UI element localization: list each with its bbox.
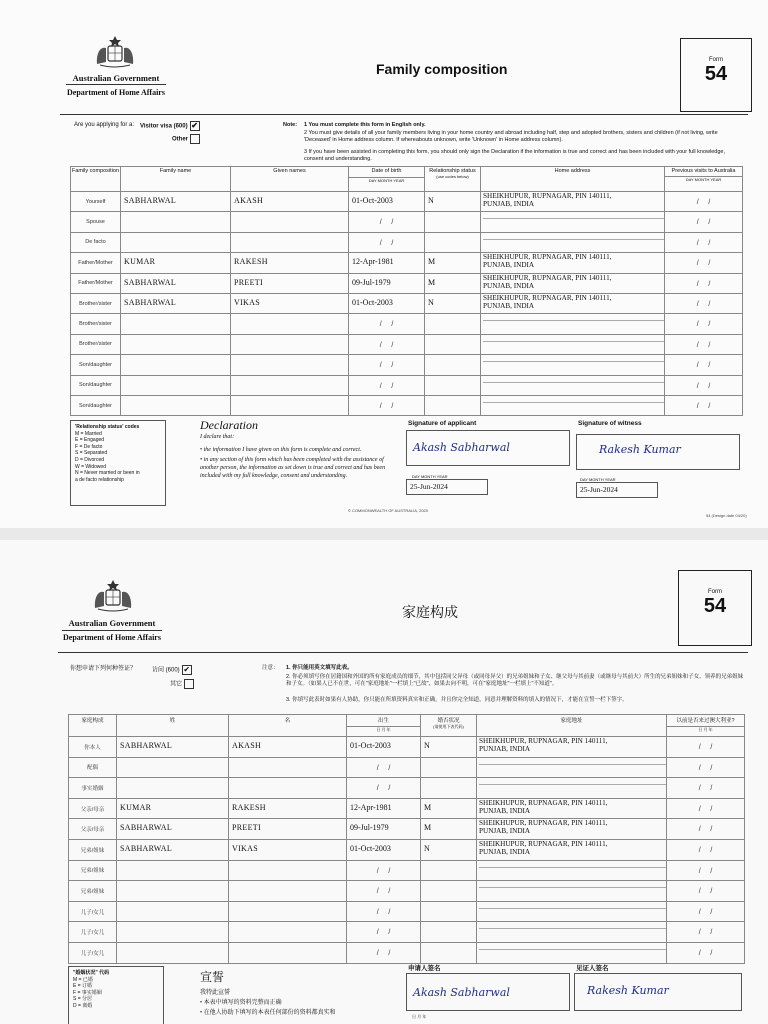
visa-option-other[interactable]: 其它 (170, 679, 194, 689)
previous-visits-cell[interactable]: / / (665, 293, 743, 313)
form-design-code: 54 (Design date 04/20) (706, 513, 747, 518)
note-3: 3. 你填写此表时如果有人协助，你只能在所填资料真实和正确，并且你完全知道，同意并理解资料的填入的情况下，才能在宣誓一栏下签字。 (286, 697, 628, 703)
date-of-birth-cell[interactable]: / / (347, 881, 421, 902)
form-number: 54 (703, 595, 727, 617)
relationship-codes-box (68, 966, 164, 1024)
row-category: Brother/sister (71, 334, 121, 354)
form-page-english: Australian Government Department of Home Affairs Family composition Form 54 Are you applying for a: Visitor visa (600) ✔ Other Note: 1 You must complete this form in English only. 2 You must give details of all your family members living in your home country and abroad including half, step and adopted brothers, sisters and children (if not living, write 'Deceased' in Home address column. If whereabouts unknown, write 'Unknown' in Home address column). 3 If you have been assisted in completing this form, you should only sign the Declaration if the information is true and correct and has been included with your full knowledge, consent and understanding. Family composition Family name Given names Date of birth DAY MONTH YEAR Relationship status (use codes below) Home address Previous visits to Australia DAY MONTH YEAR Yourself SABHARWAL AKASH 01-Oct-2003 N SHEIKHUPUR, RUPNAGAR, PIN 140111, PUNJAB, INDIA / / Spouse / / / / De facto / / / / Father/Mother KUMAR RAKESH 12-Apr-1981 M SHEIKHUPUR, RUPNAGAR, PIN 140111, PUNJAB, INDIA / / Father/Mother SABHARWAL PREETI 09-Jul-1979 M SHEIKHUPUR, RUPNAGAR, PIN 140111, PUNJAB, INDIA / / Brother/sister SABHARWAL VIKAS 01-Oct-2003 N SHEIKHUPUR, RUPNAGAR, PIN 140111, PUNJAB, INDIA / / Brother/sister / / / / Brother/sister / / / / Son/daughter / / / / Son/daughter / / / / Son/daughter / / / / 'Relationship status' codes M = Married E = Engaged F = De facto S = Separated D = Divorced W = Widowed N = Never married or been in a de facto relationship Declaration I declare that: • the information I have given on this form is complete and correct. • in any section of this form which has been completed with the assistance of another person, the information as set down is true and correct and has been included with my full knowledge, consent and understanding. Signature of applicant Akash Sabharwal DAY MONTH YEAR 25-Jun-2024 Signature of witness Rakesh Kumar DAY MONTH YEAR 25-Jun-2024 © COMMONWEALTH OF AUSTRALIA, 2020 54 (Design date 04/20) (0, 0, 768, 528)
home-address-cell[interactable] (481, 355, 665, 375)
relationship-cell[interactable] (421, 881, 477, 902)
row-category: 配偶 (69, 757, 117, 778)
given-names-cell[interactable] (231, 375, 349, 395)
col-previous-visits: 以前是否来过澳大利亚? 日 月 年 (667, 715, 745, 737)
given-names-cell[interactable]: VIKAS (229, 839, 347, 860)
previous-visits-cell[interactable]: / / (667, 860, 745, 881)
date-of-birth-cell[interactable]: / / (349, 355, 425, 375)
family-name-cell[interactable]: SABHARWAL (117, 819, 229, 840)
witness-signature-label: Signature of witness (578, 420, 642, 427)
previous-visits-cell[interactable]: / / (665, 273, 743, 293)
col-composition: Family composition (71, 167, 121, 192)
relationship-cell[interactable]: N (425, 293, 481, 313)
home-address-cell[interactable] (477, 881, 667, 902)
code-item: D = 离婚 (73, 1002, 93, 1009)
table-row (69, 819, 745, 840)
table-row (69, 778, 745, 799)
family-name-cell[interactable]: SABHARWAL (117, 839, 229, 860)
given-names-cell[interactable]: AKASH (231, 192, 349, 212)
home-address-cell[interactable] (477, 778, 667, 799)
checkbox-checked-icon: ✔ (191, 121, 198, 130)
previous-visits-cell[interactable]: / / (665, 395, 743, 415)
row-category: 兄弟/姐妹 (69, 881, 117, 902)
date-of-birth-cell[interactable]: / / (349, 212, 425, 232)
relationship-cell[interactable]: N (425, 192, 481, 212)
note-3: 3 If you have been assisted in completing this form, you should only sign the Declaration if the information is true and correct and has been included with your full knowledge, consent and understanding. (304, 149, 725, 162)
given-names-cell[interactable]: PREETI (231, 273, 349, 293)
relationship-cell[interactable] (421, 757, 477, 778)
family-name-cell[interactable] (117, 922, 229, 943)
table-row (69, 860, 745, 881)
apply-question: 你想申请下列何种签证？ (70, 666, 137, 672)
applicant-signature-label: Signature of applicant (408, 420, 477, 427)
home-address-cell[interactable] (477, 901, 667, 922)
col-previous-visits: Previous visits to Australia DAY MONTH YEAR (665, 167, 743, 192)
code-item: S = 分居 (73, 996, 93, 1003)
row-category: 你本人 (69, 737, 117, 758)
home-address-cell[interactable] (477, 860, 667, 881)
previous-visits-cell[interactable]: / / (667, 757, 745, 778)
given-names-cell[interactable]: PREETI (229, 819, 347, 840)
department-name: Department of Home Affairs (63, 633, 161, 642)
family-name-cell[interactable] (117, 901, 229, 922)
declaration-item-1: • 本表中填写的资料完整而正确 (200, 1000, 282, 1006)
code-item: E = 订婚 (73, 983, 93, 990)
date-of-birth-cell[interactable]: / / (347, 860, 421, 881)
relationship-cell[interactable] (421, 860, 477, 881)
apply-question: Are you applying for a: (74, 122, 135, 128)
given-names-cell[interactable] (231, 232, 349, 252)
given-names-cell[interactable] (229, 860, 347, 881)
note-2: 2 You must give details of all your family members living in your home country and abroad including half, step and adopted brothers, sisters and children (if not living, write 'Deceased' in Home address column. If whereabouts unknown, write 'Unknown' in Home address column). (304, 130, 718, 143)
date-of-birth-cell[interactable]: 01-Oct-2003 (349, 192, 425, 212)
witness-signature-box[interactable] (576, 434, 740, 470)
table-row (71, 293, 743, 313)
family-name-cell[interactable]: SABHARWAL (121, 273, 231, 293)
code-item: F = De facto (75, 443, 103, 450)
witness-signature: Rakesh Kumar (587, 984, 669, 997)
previous-visits-cell[interactable]: / / (667, 922, 745, 943)
previous-visits-cell[interactable]: / / (667, 819, 745, 840)
previous-visits-cell[interactable]: / / (667, 737, 745, 758)
row-category: Son/daughter (71, 355, 121, 375)
row-category: Yourself (71, 192, 121, 212)
witness-signature-box[interactable] (574, 973, 742, 1011)
relationship-cell[interactable] (425, 212, 481, 232)
form-page-chinese: Australian Government Department of Home Affairs 家庭构成 Form 54 你想申请下列何种签证？ 访问 (600) ✔ 其它 注意： 1. 你只能用英文填写此表。 2. 你必须填写你在居籍国和外国的所有家庭成员的细节，其中包括同父异母（或同母异父）的兄弟姐妹和子女、继父母与其前妻（或继母与其前夫）所生的兄弟姐妹和子女、领养的兄弟姐妹和子女。（如果人已不在世，可在"家庭地址"一栏填上"已故"，如果去向不明，可在"家庭地址"一栏填上"不知道"。 3. 你填写此表时如果有人协助，你只能在所填资料真实和正确，并且你完全知道，同意并理解资料的填入的情况下，才能在宣誓一栏下签字。 家庭构成 姓 名 出生 日 月 年 婚否状况 (请使用下表代码) 家庭地址 以前是否来过澳大利亚? 日 月 年 你本人 SABHARWAL AKASH 01-Oct-2003 N SHEIKHUPUR, RUPNAGAR, PIN 140111, PUNJAB, INDIA / / 配偶 / / / / 事实婚姻 / / / / 父亲/母亲 KUMAR RAKESH 12-Apr-1981 M SHEIKHUPUR, RUPNAGAR, PIN 140111, PUNJAB, INDIA / / 父亲/母亲 SABHARWAL PREETI 09-Jul-1979 M SHEIKHUPUR, RUPNAGAR, PIN 140111, PUNJAB, INDIA / / 兄弟/姐妹 SABHARWAL VIKAS 01-Oct-2003 N SHEIKHUPUR, RUPNAGAR, PIN 140111, PUNJAB, INDIA / / 兄弟/姐妹 / / / / 兄弟/姐妹 / / / / 儿子/女儿 / / / / 儿子/女儿 / / / / 儿子/女儿 / / / / "婚姻状况" 代码 M = 已婚 E = 订婚 F = 事实婚姻 S = 分居 D = 离婚 宣誓 我特此宣誓 • 本表中填写的资料完整而正确 • 在他人协助下填写的本表任何部份的资料都真实和 申请人签名 Akash Sabharwal 日 月 年 见证人签名 Rakesh Kumar (0, 540, 768, 1024)
applicant-signature: Akash Sabharwal (413, 441, 510, 454)
col-composition: 家庭构成 (69, 715, 117, 737)
code-item: F = 事实婚姻 (73, 989, 102, 996)
form-label: Form (709, 57, 723, 63)
relationship-cell[interactable] (425, 314, 481, 334)
family-table (70, 166, 743, 416)
form-number-box (678, 570, 752, 646)
table-row (69, 942, 745, 963)
applicant-signature-box[interactable] (406, 973, 570, 1011)
date-of-birth-cell[interactable]: 12-Apr-1981 (347, 798, 421, 819)
family-name-cell[interactable] (121, 334, 231, 354)
previous-visits-cell[interactable]: / / (665, 192, 743, 212)
row-category: 父亲/母亲 (69, 819, 117, 840)
family-name-cell[interactable] (117, 942, 229, 963)
copyright: © COMMONWEALTH OF AUSTRALIA, 2020 (348, 508, 428, 513)
declaration-item-1: • the information I have given on this form is complete and correct. (200, 447, 362, 453)
col-given-names: 名 (229, 715, 347, 737)
given-names-cell[interactable] (229, 881, 347, 902)
relationship-cell[interactable] (425, 395, 481, 415)
home-address-cell[interactable]: SHEIKHUPUR, RUPNAGAR, PIN 140111, PUNJAB, INDIA (477, 737, 667, 758)
note-label: 注意： (262, 665, 279, 671)
given-names-cell[interactable] (231, 212, 349, 232)
given-names-cell[interactable] (229, 901, 347, 922)
table-row (71, 273, 743, 293)
col-date-of-birth: 出生 日 月 年 (347, 715, 421, 737)
row-category: Brother/sister (71, 314, 121, 334)
home-address-cell[interactable] (481, 212, 665, 232)
table-row (71, 192, 743, 212)
given-names-cell[interactable]: AKASH (229, 737, 347, 758)
date-of-birth-cell[interactable]: 01-Oct-2003 (347, 737, 421, 758)
row-category: Son/daughter (71, 375, 121, 395)
declaration-item-2: • 在他人协助下填写的本表任何部份的资料都真实和 (200, 1010, 336, 1016)
coat-of-arms-icon (90, 578, 136, 612)
date-of-birth-cell[interactable]: / / (349, 314, 425, 334)
form-label: Form (708, 589, 722, 595)
relationship-cell[interactable]: N (421, 737, 477, 758)
date-of-birth-cell[interactable]: / / (349, 232, 425, 252)
table-row (71, 314, 743, 334)
relationship-cell[interactable]: N (421, 839, 477, 860)
previous-visits-cell[interactable]: / / (665, 355, 743, 375)
given-names-cell[interactable] (231, 355, 349, 375)
home-address-cell[interactable] (477, 942, 667, 963)
given-names-cell[interactable] (231, 334, 349, 354)
row-category: Son/daughter (71, 395, 121, 415)
form-number: 54 (704, 63, 728, 85)
visa-option-visitor[interactable]: 访问 (600) ✔ (152, 665, 191, 674)
visa-option-visitor[interactable]: Visitor visa (600) ✔ (140, 121, 198, 130)
page-title: 家庭构成 (402, 604, 458, 620)
table-row (71, 395, 743, 415)
table-row (69, 757, 745, 778)
col-relationship: 婚否状况 (请使用下表代码) (421, 715, 477, 737)
previous-visits-cell[interactable]: / / (665, 212, 743, 232)
home-address-cell[interactable]: SHEIKHUPUR, RUPNAGAR, PIN 140111, PUNJAB, INDIA (477, 798, 667, 819)
previous-visits-cell[interactable]: / / (667, 778, 745, 799)
date-of-birth-cell[interactable]: / / (347, 757, 421, 778)
date-of-birth-cell[interactable]: / / (349, 334, 425, 354)
home-address-cell[interactable]: SHEIKHUPUR, RUPNAGAR, PIN 140111, PUNJAB, INDIA (477, 839, 667, 860)
col-relationship: Relationship status (use codes below) (425, 167, 481, 192)
row-category: Father/Mother (71, 273, 121, 293)
note-label: Note: (283, 122, 298, 128)
checkbox-empty-icon (184, 679, 194, 689)
family-name-cell[interactable]: SABHARWAL (121, 293, 231, 313)
family-name-cell[interactable] (117, 881, 229, 902)
home-address-cell[interactable] (481, 395, 665, 415)
col-home-address: 家庭地址 (477, 715, 667, 737)
family-name-cell[interactable]: SABHARWAL (117, 737, 229, 758)
given-names-cell[interactable]: VIKAS (231, 293, 349, 313)
table-row (69, 798, 745, 819)
row-category: Brother/sister (71, 293, 121, 313)
date-of-birth-cell[interactable]: / / (349, 375, 425, 395)
table-row (71, 334, 743, 354)
checkbox-empty-icon (190, 134, 200, 144)
table-row (71, 253, 743, 273)
relationship-cell[interactable]: M (425, 253, 481, 273)
date-of-birth-cell[interactable]: / / (347, 901, 421, 922)
applicant-signature: Akash Sabharwal (413, 986, 510, 999)
table-row (69, 922, 745, 943)
witness-date[interactable]: 25-Jun-2024 (576, 482, 658, 498)
previous-visits-cell[interactable]: / / (667, 901, 745, 922)
home-address-cell[interactable] (477, 922, 667, 943)
code-item: a de facto relationship (75, 476, 124, 483)
table-row (71, 212, 743, 232)
code-item: S = Separated (75, 450, 108, 457)
previous-visits-cell[interactable]: / / (667, 881, 745, 902)
relationship-codes-box (70, 420, 166, 506)
government-name: Australian Government (68, 618, 156, 628)
row-category: Father/Mother (71, 253, 121, 273)
date-of-birth-cell[interactable]: / / (347, 922, 421, 943)
row-category: 父亲/母亲 (69, 798, 117, 819)
table-row (71, 355, 743, 375)
relationship-cell[interactable]: M (421, 819, 477, 840)
col-home-address: Home address (481, 167, 665, 192)
code-item: M = Married (75, 430, 102, 437)
given-names-cell[interactable] (229, 922, 347, 943)
declaration-title: Declaration (200, 418, 258, 432)
row-category: 儿子/女儿 (69, 922, 117, 943)
given-names-cell[interactable] (231, 395, 349, 415)
relationship-cell[interactable] (421, 942, 477, 963)
family-name-cell[interactable]: SABHARWAL (121, 192, 231, 212)
given-names-cell[interactable] (231, 314, 349, 334)
previous-visits-cell[interactable]: / / (665, 232, 743, 252)
home-address-cell[interactable] (481, 314, 665, 334)
relationship-cell[interactable] (421, 901, 477, 922)
relationship-cell[interactable] (425, 355, 481, 375)
note-1: 1 You must complete this form in English only. (304, 122, 426, 128)
date-of-birth-cell[interactable]: 01-Oct-2003 (349, 293, 425, 313)
home-address-cell[interactable] (481, 232, 665, 252)
family-name-cell[interactable] (121, 232, 231, 252)
home-address-cell[interactable]: SHEIKHUPUR, RUPNAGAR, PIN 140111, PUNJAB, INDIA (481, 293, 665, 313)
date-of-birth-cell[interactable]: 09-Jul-1979 (347, 819, 421, 840)
relationship-cell[interactable] (425, 232, 481, 252)
code-item: W = Widowed (75, 463, 106, 470)
row-category: 事实婚姻 (69, 778, 117, 799)
date-of-birth-cell[interactable]: / / (347, 942, 421, 963)
witness-signature: Rakesh Kumar (599, 443, 681, 456)
given-names-cell[interactable] (229, 942, 347, 963)
table-row (69, 901, 745, 922)
page-title: Family composition (376, 61, 508, 77)
code-item: D = Divorced (75, 456, 105, 463)
family-name-cell[interactable] (121, 212, 231, 232)
family-name-cell[interactable] (117, 860, 229, 881)
col-family-name: 姓 (117, 715, 229, 737)
code-item: E = Engaged (75, 437, 105, 444)
family-name-cell[interactable] (121, 314, 231, 334)
code-item: M = 已婚 (73, 976, 93, 983)
code-item: N = Never married or been in (75, 470, 140, 477)
col-given-names: Given names (231, 167, 349, 192)
note-2: 2. 你必须填写你在居籍国和外国的所有家庭成员的细节，其中包括同父异母（或同母异父）的兄弟姐妹和子女、继父母与其前妻（或继母与其前夫）所生的兄弟姐妹和子女、领养的兄弟姐妹和子女。（如果人已不在世，可在"家庭地址"一栏填上"已故"，如果去向不明，可在"家庭地址"一栏填上"不知道"。 (286, 674, 744, 687)
family-name-cell[interactable] (117, 757, 229, 778)
home-address-cell[interactable] (477, 757, 667, 778)
family-name-cell[interactable]: KUMAR (117, 798, 229, 819)
previous-visits-cell[interactable]: / / (667, 942, 745, 963)
note-1: 1. 你只能用英文填写此表。 (286, 665, 353, 671)
given-names-cell[interactable] (229, 757, 347, 778)
date-of-birth-cell[interactable]: 09-Jul-1979 (349, 273, 425, 293)
row-category: De facto (71, 232, 121, 252)
home-address-cell[interactable]: SHEIKHUPUR, RUPNAGAR, PIN 140111, PUNJAB, INDIA (481, 273, 665, 293)
row-category: 儿子/女儿 (69, 942, 117, 963)
home-address-cell[interactable]: SHEIKHUPUR, RUPNAGAR, PIN 140111, PUNJAB, INDIA (477, 819, 667, 840)
previous-visits-cell[interactable]: / / (667, 798, 745, 819)
family-table (68, 714, 745, 964)
row-category: Spouse (71, 212, 121, 232)
checkbox-checked-icon: ✔ (183, 665, 191, 674)
family-name-cell[interactable] (121, 395, 231, 415)
declaration-intro: 我特此宣誓 (200, 990, 231, 996)
given-names-cell[interactable]: RAKESH (229, 798, 347, 819)
relationship-cell[interactable] (421, 922, 477, 943)
relationship-cell[interactable]: M (425, 273, 481, 293)
family-name-cell[interactable] (121, 355, 231, 375)
relationship-cell[interactable] (425, 375, 481, 395)
row-category: 儿子/女儿 (69, 901, 117, 922)
family-name-cell[interactable] (117, 778, 229, 799)
home-address-cell[interactable] (481, 334, 665, 354)
declaration-item-2: • in any section of this form which has been completed with the assistance of another person, the information as set down is true and correct and has been included with my full knowledge, consent and understanding. (200, 457, 386, 479)
witness-signature-label: 见证人签名 (576, 965, 609, 972)
applicant-signature-box[interactable] (406, 430, 570, 466)
previous-visits-cell[interactable]: / / (667, 839, 745, 860)
department-name: Department of Home Affairs (67, 88, 165, 97)
date-of-birth-cell[interactable]: / / (349, 395, 425, 415)
family-name-cell[interactable] (121, 375, 231, 395)
date-of-birth-cell[interactable]: / / (347, 778, 421, 799)
date-of-birth-cell[interactable]: 01-Oct-2003 (347, 839, 421, 860)
col-family-name: Family name (121, 167, 231, 192)
row-category: 兄弟/姐妹 (69, 839, 117, 860)
home-address-cell[interactable]: SHEIKHUPUR, RUPNAGAR, PIN 140111, PUNJAB, INDIA (481, 192, 665, 212)
previous-visits-cell[interactable]: / / (665, 334, 743, 354)
col-date-of-birth: Date of birth DAY MONTH YEAR (349, 167, 425, 192)
table-row (71, 232, 743, 252)
table-row (69, 881, 745, 902)
table-row (69, 839, 745, 860)
table-row (71, 375, 743, 395)
declaration-intro: I declare that: (200, 434, 235, 440)
codes-title: "婚姻状况" 代码 (73, 970, 110, 976)
relationship-cell[interactable] (425, 334, 481, 354)
home-address-cell[interactable]: SHEIKHUPUR, RUPNAGAR, PIN 140111, PUNJAB, INDIA (481, 253, 665, 273)
codes-title: 'Relationship status' codes (75, 424, 140, 430)
previous-visits-cell[interactable]: / / (665, 253, 743, 273)
relationship-cell[interactable]: M (421, 798, 477, 819)
home-address-cell[interactable] (481, 375, 665, 395)
previous-visits-cell[interactable]: / / (665, 314, 743, 334)
table-row (69, 737, 745, 758)
coat-of-arms-icon (92, 34, 138, 68)
applicant-signature-label: 申请人签名 (408, 965, 441, 972)
given-names-cell[interactable]: RAKESH (231, 253, 349, 273)
visa-option-other[interactable]: Other (172, 134, 200, 144)
given-names-cell[interactable] (229, 778, 347, 799)
applicant-date[interactable]: 25-Jun-2024 (406, 479, 488, 495)
relationship-cell[interactable] (421, 778, 477, 799)
government-name: Australian Government (72, 73, 160, 83)
declaration-title: 宣誓 (200, 970, 225, 984)
row-category: 兄弟/姐妹 (69, 860, 117, 881)
date-of-birth-cell[interactable]: 12-Apr-1981 (349, 253, 425, 273)
previous-visits-cell[interactable]: / / (665, 375, 743, 395)
family-name-cell[interactable]: KUMAR (121, 253, 231, 273)
form-number-box (680, 38, 752, 112)
